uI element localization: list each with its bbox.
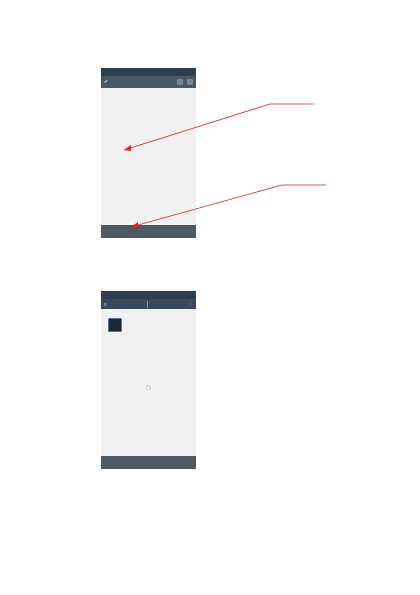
lightroom-icon bbox=[108, 318, 122, 332]
arrowhead-lightroom bbox=[124, 145, 131, 151]
arrow-to-lightroom bbox=[124, 104, 270, 150]
file-action-bar bbox=[101, 456, 196, 469]
path-bar bbox=[101, 299, 196, 309]
file-lightroom-apk[interactable] bbox=[105, 318, 125, 333]
arrow-to-save-button bbox=[131, 185, 282, 227]
checkmark-icon[interactable]: ✔ bbox=[104, 79, 109, 85]
status-bar bbox=[101, 291, 196, 299]
more-icon[interactable]: ⋮ bbox=[188, 301, 193, 306]
loading-icon bbox=[146, 385, 151, 390]
phone-screenshot-file-manager bbox=[101, 291, 196, 469]
arrowhead-save bbox=[131, 222, 138, 228]
menu-icon[interactable]: ≡ bbox=[104, 301, 107, 307]
